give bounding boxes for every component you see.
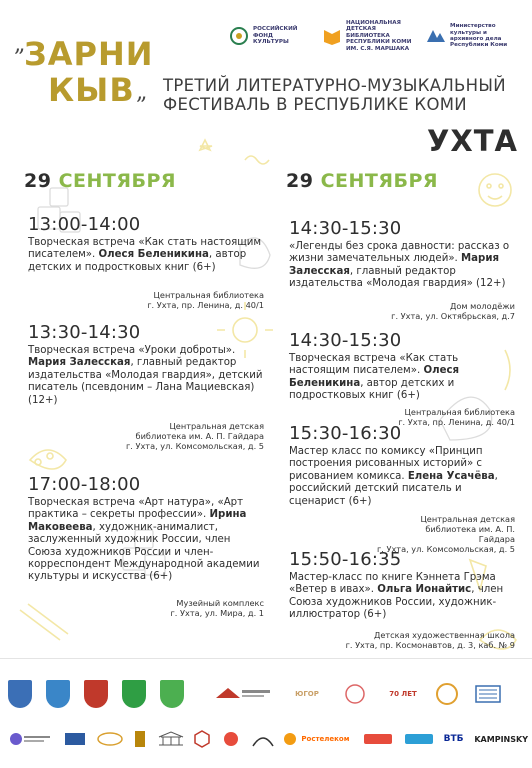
sponsor-logo-kampinsky: KAMPINSKY — [474, 734, 528, 744]
event-card — [289, 218, 515, 321]
partner-name: РОССИЙСКИЙ ФОНД КУЛЬТУРЫ — [253, 26, 298, 46]
event-description: «Легенды без срока давности: рассказ о жизни замечательных людей». Мария Залесская, главный редактор издательства «Молодая гвардия» (12+) — [289, 241, 510, 290]
event-venue: Дом молодёжи г. Ухта, ул. Октябрьская, д.7 — [391, 300, 515, 321]
logo-quote-open: „ — [14, 32, 26, 57]
library-book-icon — [322, 26, 342, 46]
library-logo-icon — [474, 682, 502, 706]
sponsor-logo-icon — [434, 681, 460, 707]
event-time: 13:30-14:30 — [28, 322, 141, 343]
partner-name: НАЦИОНАЛЬНАЯ ДЕТСКАЯ БИБЛИОТЕКА РЕСПУБЛИКИ КОМИ ИМ. С.Я. МАРШАКА — [346, 19, 412, 52]
day2-date — [286, 170, 438, 192]
event-time: 17:00-18:00 — [28, 474, 141, 495]
city-crest-icon — [160, 680, 184, 708]
sponsor-logo-70-years: 70 ЛЕТ — [389, 689, 417, 698]
event-time: 13:00-14:00 — [28, 214, 141, 235]
logo-line2: КЫВ — [48, 71, 135, 109]
festival-title: ТРЕТИЙ ЛИТЕРАТУРНО-МУЗЫКАЛЬНЫЙ ФЕСТИВАЛЬ В РЕСПУБЛИКЕ КОМИ — [163, 76, 506, 114]
sponsor-logo-icon — [194, 730, 210, 748]
event-description: Творческая встреча «Арт натура», «Арт практика – секреты профессии». Ирина Маковеева, художник-анималист, заслуженный художник России, член Союза художников России и член-корреспондент Международной академии культуры и искусства (6+) — [28, 497, 260, 583]
day1-date — [24, 170, 176, 192]
festival-logo — [14, 32, 154, 114]
sponsor-row-2 — [8, 730, 528, 748]
event-card — [289, 423, 515, 554]
event-description: Творческая встреча «Как стать настоящим писателем». Олеся Беленикина, автор детских и подростковых книг (6+) — [28, 237, 262, 273]
event-venue: Детская художественная школа г. Ухта, пр. Космонавтов, д. 3, каб. № 9 — [345, 629, 515, 650]
city-crest-icon — [46, 680, 70, 708]
sponsor-logo-vtb: ВТБ — [443, 733, 464, 744]
day1-date-number: 29 — [24, 170, 52, 192]
sponsor-logo-rostelecom: Ростелеком — [301, 734, 350, 743]
culture-fund-emblem-icon — [229, 26, 249, 46]
footer-divider — [0, 658, 532, 659]
partner-russian-culture-fund — [229, 22, 307, 50]
sponsor-logo-icon — [342, 683, 368, 705]
sponsor-row-1 — [8, 680, 528, 708]
sponsor-logo-icon — [64, 731, 86, 747]
logo-quote-close: „ — [136, 80, 148, 105]
day1-date-month: СЕНТЯБРЯ — [58, 170, 177, 192]
sponsor-logo-icon — [404, 731, 434, 747]
sponsor-logo-icon — [97, 731, 123, 747]
ministry-emblem-icon — [426, 26, 446, 46]
sponsor-logo-yugor: ЮГОР — [295, 689, 319, 698]
sponsor-logo-icon — [157, 731, 185, 747]
event-card — [28, 214, 264, 310]
sponsor-logo-icon — [251, 730, 275, 748]
partner-childrens-library — [322, 19, 414, 52]
event-description: Мастер класс по комиксу «Принцип построения рисованных историй» с рисованием комикса. Елена Усачёва, российский детский писатель и сценарист (6+) — [289, 446, 498, 507]
event-time: 14:30-15:30 — [289, 218, 402, 239]
sponsor-logo-icon — [8, 731, 52, 747]
city-crest-icon — [122, 680, 146, 708]
event-card — [28, 322, 264, 451]
event-description: Творческая встреча «Как стать настоящим писателем». Олеся Беленикина, автор детских и подростковых книг (6+) — [289, 353, 460, 402]
event-time: 14:30-15:30 — [289, 330, 402, 351]
event-card — [28, 474, 264, 618]
event-time: 15:30-16:30 — [289, 423, 402, 444]
sponsor-logo-icon — [283, 732, 297, 746]
day2-date-number: 29 — [286, 170, 314, 192]
event-card — [289, 330, 515, 427]
sponsor-logo-icon — [363, 731, 393, 747]
event-description: Творческая встреча «Уроки доброты». Мария Залесская, главный редактор издательства «Молодая гвардия», детский писатель (псевдоним – Лана Мациевская) (12+) — [28, 345, 263, 406]
event-venue: Центральная библиотека г. Ухта, пр. Ленина, д. 40/1 — [147, 290, 264, 311]
event-description: Мастер-класс по книге Кэннета Грэма «Ветер в ивах». Ольга Ионайтис, член Союза художников России, художник-иллюстратор (6+) — [289, 572, 504, 621]
event-venue: Центральная детская библиотека им. А. П. Гайдара г. Ухта, ул. Комсомольская, д. 5 — [125, 421, 264, 452]
logo-line1: ЗАРНИ — [24, 35, 154, 73]
city-crest-icon — [8, 680, 32, 708]
partner-ministry-culture — [426, 22, 522, 50]
event-time: 15:50-16:35 — [289, 549, 402, 570]
university-logo-icon — [214, 684, 272, 704]
day2-date-month: СЕНТЯБРЯ — [320, 170, 439, 192]
partner-name: Министерство культуры и архивного дела Республики Коми — [450, 23, 508, 49]
city-name: УХТА — [427, 124, 518, 158]
event-card — [289, 549, 515, 650]
city-crest-icon — [84, 680, 108, 708]
event-venue: Музейный комплекс г. Ухта, ул. Мира, д. 1 — [170, 597, 264, 618]
event-venue: Центральная детская библиотека им. А. П. Гайдара г. Ухта, ул. Комсомольская, д. 5 — [376, 514, 515, 555]
event-venue: Центральная библиотека г. Ухта, пр. Ленина, д. 40/1 — [398, 406, 515, 427]
sponsor-logo-icon — [134, 730, 146, 748]
sponsor-logo-icon — [220, 730, 242, 748]
